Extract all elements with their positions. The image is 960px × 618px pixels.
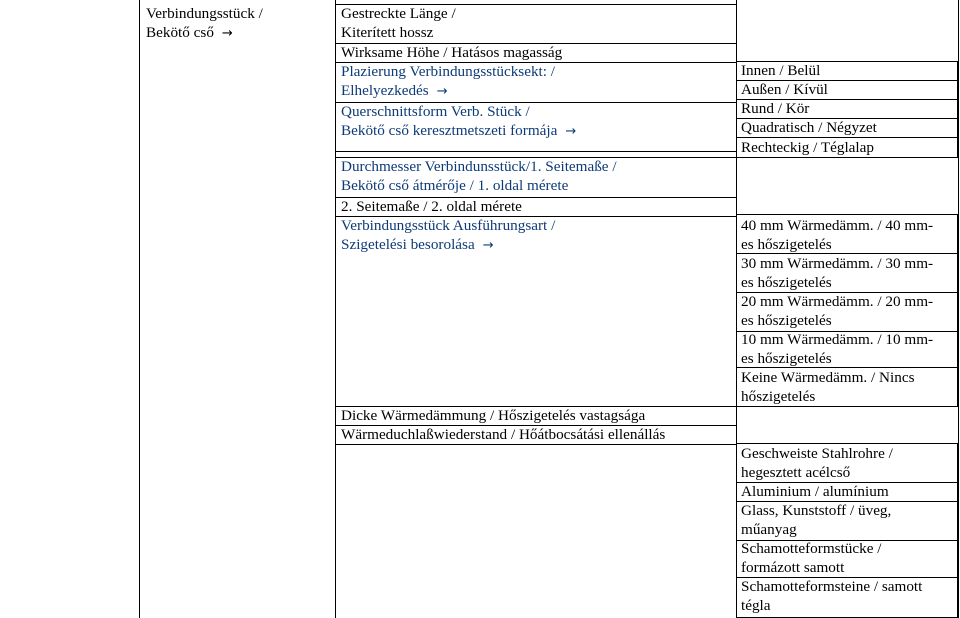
field-effective-height	[341, 43, 562, 62]
option-rectangular	[741, 138, 874, 157]
option-label-line1: 30 mm Wärmedämm. / 30 mm-	[741, 255, 934, 272]
left-title-line1: Verbindungsstück /	[146, 5, 263, 22]
field-label-line1: Wärmeduchlaßwiederstand / Hőátbocsátási ellenállás	[341, 426, 666, 443]
option-label-line1: Aluminium / alumínium	[741, 483, 889, 500]
field-label-line1: 2. Seitemaße / 2. oldal mérete	[341, 198, 522, 215]
field-label-line2: Bekötő cső átmérője / 1. oldal mérete	[341, 177, 569, 194]
option-insulation-30	[741, 254, 933, 292]
option-square	[741, 118, 877, 137]
option-label: Außen / Kívül	[741, 81, 828, 98]
option-insulation-10	[741, 330, 933, 368]
field-stretched-length	[341, 4, 456, 42]
option-label: Quadratisch / Négyzet	[741, 119, 877, 136]
field-label-line1: Dicke Wärmedämmung / Hőszigetelés vastagsága	[341, 407, 646, 424]
field-diameter	[341, 157, 617, 195]
field-label-line1: Gestreckte Länge /	[341, 5, 456, 22]
option-label-line1: Schamotteformstücke /	[741, 540, 882, 557]
field-placement	[341, 62, 555, 101]
option-label-line2: hegesztett acélcső	[741, 464, 851, 481]
column-divider	[139, 0, 140, 618]
option-label-line1: Schamotteformsteine / samott	[741, 578, 923, 595]
option-label-line1: Glass, Kunststoff / üveg,	[741, 502, 892, 519]
option-label-line1: 40 mm Wärmedämm. / 40 mm-	[741, 217, 934, 234]
field-insulation-class	[341, 216, 555, 255]
option-inside	[741, 61, 820, 80]
option-chamotte-fittings	[741, 539, 881, 577]
option-outside	[741, 80, 828, 99]
option-label-line2: es hőszigetelés	[741, 236, 832, 253]
option-label-line2: formázott samott	[741, 559, 845, 576]
field-label-line1: Durchmesser Verbindunsstück/1. Seitemaße /	[341, 158, 617, 175]
field-label-line2-wrap	[341, 81, 555, 101]
option-insulation-40	[741, 216, 933, 254]
field-label-line1: Querschnittsform Verb. Stück /	[341, 103, 530, 120]
option-label-line1: 20 mm Wärmedämm. / 20 mm-	[741, 293, 934, 310]
field-label-line1: Verbindungsstück Ausführungsart /	[341, 217, 556, 234]
arrow-right-icon: →	[565, 124, 577, 139]
option-welded-steel	[741, 444, 893, 482]
option-aluminium	[741, 482, 889, 501]
left-title-line2-wrap	[146, 23, 263, 43]
option-label-line2: műanyag	[741, 521, 797, 538]
field-insulation-thickness	[341, 406, 645, 425]
option-label-line2: tégla	[741, 597, 771, 614]
field-label-line2: Elhelyezkedés	[341, 82, 429, 99]
arrow-right-icon: →	[436, 84, 448, 99]
option-label-line1: 10 mm Wärmedämm. / 10 mm-	[741, 331, 934, 348]
option-label-line2: hőszigetelés	[741, 388, 816, 405]
option-round	[741, 99, 809, 118]
field-cross-section-shape	[341, 102, 576, 141]
option-glass-plastic	[741, 501, 891, 539]
left-title	[146, 4, 263, 43]
field-label-line2: Kiterített hossz	[341, 24, 434, 41]
option-label-line2: es hőszigetelés	[741, 312, 832, 329]
option-label: Rund / Kör	[741, 100, 810, 117]
arrow-right-icon: →	[482, 238, 494, 253]
option-label-line1: Keine Wärmedämm. / Nincs	[741, 369, 915, 386]
option-label-line2: es hőszigetelés	[741, 350, 832, 367]
column-divider	[958, 0, 959, 618]
option-insulation-none	[741, 368, 914, 406]
option-label: Rechteckig / Téglalap	[741, 139, 874, 156]
field-label-line2: Szigetelési besorolása	[341, 236, 475, 253]
field-label-line2: Bekötő cső keresztmetszeti formája	[341, 122, 558, 139]
option-label: Innen / Belül	[741, 62, 821, 79]
field-label-line1: Plazierung Verbindungsstücksekt: /	[341, 63, 556, 80]
field-side-2	[341, 197, 522, 216]
field-label-line2-wrap	[341, 235, 555, 255]
option-label-line1: Geschweiste Stahlrohre /	[741, 445, 893, 462]
option-label-line2: es hőszigetelés	[741, 274, 832, 291]
option-chamotte-bricks	[741, 577, 922, 615]
left-title-line2: Bekötő cső	[146, 24, 214, 41]
arrow-right-icon: →	[221, 26, 233, 41]
field-label-line2-wrap	[341, 121, 576, 141]
field-thermal-resistance	[341, 425, 665, 444]
field-label-line1: Wirksame Höhe / Hatásos magasság	[341, 44, 563, 61]
option-insulation-20	[741, 292, 933, 330]
